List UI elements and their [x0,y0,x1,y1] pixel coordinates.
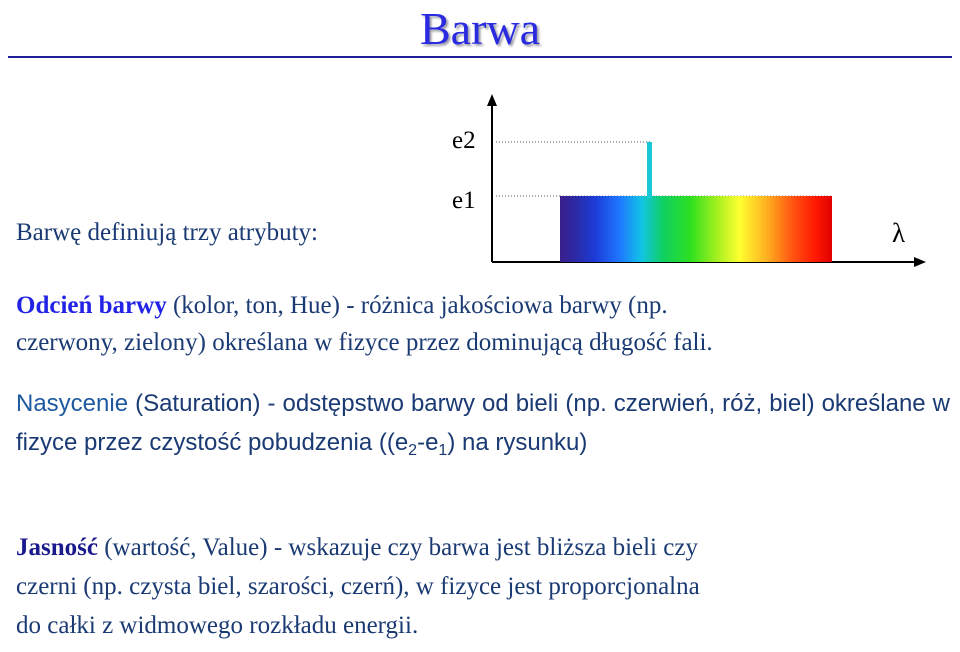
label-e1: e1 [452,187,476,214]
intro-text: Barwę definiują trzy atrybuty: [16,219,318,246]
label-lambda: λ [892,218,906,248]
label-e2: e2 [452,127,476,154]
page-title: Barwa [419,3,541,54]
hue-term: Odcień barwy [16,292,167,319]
spectrum-diagram [430,90,930,280]
saturation-paragraph: Nasycenie (Saturation) - odstępstwo barwy od bieli (np. czerwień, róż, biel) określane w fizyce przez czystość pobudzenia ($(e_2-e_1)$ na rysunku) [16,390,950,459]
value-paragraph: Jasność (wartość, Value) - wskazuje czy barwa jest bliższa bieli czy czerni (np. czysta biel, szarości, czerń), w fizyce jest proporcjonalna do całki z widmowego rozkładu energii. [16,534,700,639]
hue-paragraph: Odcień barwy (kolor, ton, Hue) - różnica jakościowa barwy (np. czerwony, zielony) określana w fizyce przez dominującą długość fali. [16,292,713,356]
title-divider [8,56,952,58]
value-term: Jasność [16,534,98,561]
saturation-term: Nasycenie [16,390,129,417]
x-axis-arrow [914,257,926,267]
y-axis-arrow [487,94,497,106]
dominant-spike [647,142,652,198]
spectrum-band [560,196,832,262]
